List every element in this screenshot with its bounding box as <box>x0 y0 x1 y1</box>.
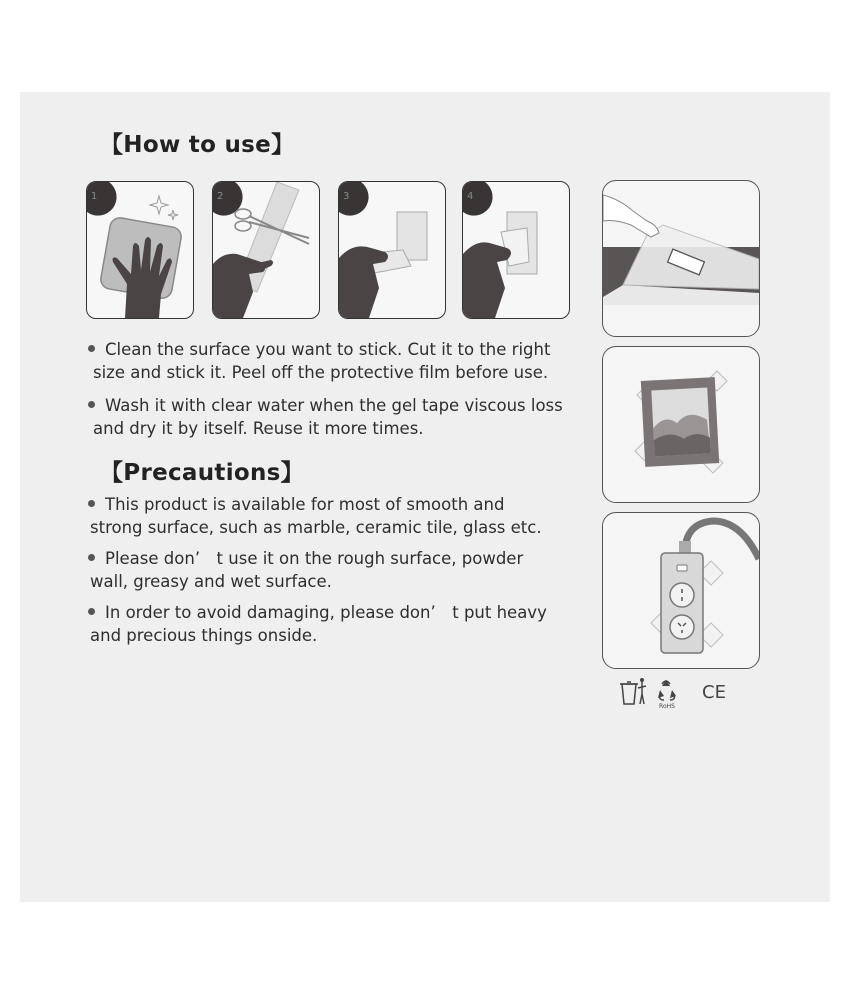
how-to-use-bullet-1: Clean the surface you want to stick. Cut it to the right size and stick it. Peel off the protective film before use. <box>88 338 550 384</box>
bullet-dot <box>88 345 95 352</box>
how-to-use-heading: 【How to use】 <box>100 132 295 158</box>
how-to-use-bullet-2: Wash it with clear water when the gel tape viscous loss and dry it by itself. Reuse it more times. <box>88 394 563 440</box>
step-number-1: 1 <box>91 191 98 202</box>
step-3-stick-illustration <box>338 181 446 319</box>
step-4-peel-illustration <box>462 181 570 319</box>
bullet-dot <box>88 401 95 408</box>
certification-icons <box>614 674 734 710</box>
step-number-4: 4 <box>467 191 474 202</box>
precautions-heading: 【Precautions】 <box>100 460 304 486</box>
precautions-bullet-3: In order to avoid damaging, please don’ t put heavy and precious things onside. <box>90 603 547 645</box>
table-application-illustration <box>602 180 760 337</box>
power-strip-illustration <box>602 512 760 669</box>
precautions-bullet-2: Please don’ t use it on the rough surface, powder wall, greasy and wet surface. <box>90 549 524 591</box>
picture-frame-illustration <box>602 346 760 503</box>
ce-mark-icon: CE <box>702 682 726 703</box>
weee-bin-icon <box>620 678 646 704</box>
step-2-cut-illustration <box>212 181 320 319</box>
bullet-dot <box>88 554 95 561</box>
step-number-2: 2 <box>217 191 224 202</box>
step-number-3: 3 <box>343 191 350 202</box>
bullet-dot <box>88 608 95 615</box>
bullet-dot <box>88 500 95 507</box>
step-1-clean-illustration <box>86 181 194 319</box>
precautions-bullet-1: This product is available for most of smooth and strong surface, such as marble, ceramic tile, glass etc. <box>90 495 542 537</box>
rohs-label: RoHS <box>659 703 675 710</box>
recycle-icon <box>658 680 676 700</box>
